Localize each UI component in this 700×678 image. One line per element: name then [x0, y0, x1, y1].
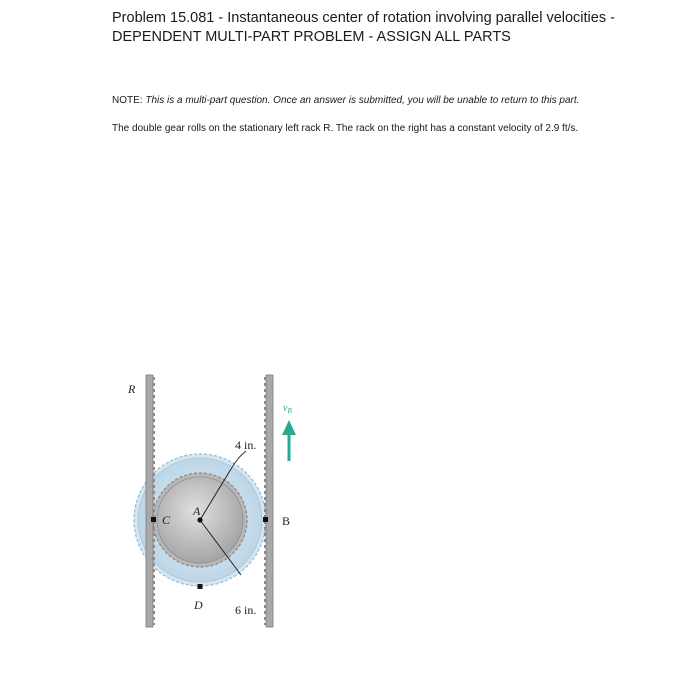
left-rack — [146, 375, 154, 627]
gear-diagram — [118, 365, 308, 635]
problem-title — [112, 9, 672, 47]
multi-part-note — [112, 94, 667, 107]
label-velocity-v: v — [283, 403, 288, 414]
label-point-d: D — [194, 598, 203, 612]
double-gear-figure — [118, 365, 308, 635]
label-outer-radius: 6 in. — [235, 603, 257, 617]
point-c — [151, 517, 156, 522]
problem-title-line-1: Problem 15.081 - Instantaneous center of rotation involving parallel velocities - — [112, 10, 615, 26]
label-rack-r: R — [128, 382, 136, 396]
problem-statement: The double gear rolls on the stationary left rack R. The rack on the right has a constant velocity of 2.9 ft/s. — [112, 123, 579, 134]
label-inner-radius: 4 in. — [235, 438, 257, 452]
point-b — [263, 517, 268, 522]
label-point-c: C — [162, 513, 171, 527]
note-label: NOTE: — [112, 95, 143, 106]
note-text: This is a multi-part question. Once an answer is submitted, you will be unable to return to this part. — [145, 95, 580, 106]
point-d — [198, 584, 203, 589]
label-velocity-vb — [283, 403, 292, 415]
point-a — [197, 517, 202, 522]
label-velocity-sub: B — [287, 407, 292, 415]
velocity-arrow-icon — [282, 420, 296, 461]
problem-title-line-2: DEPENDENT MULTI-PART PROBLEM - ASSIGN ALL PARTS — [112, 29, 511, 45]
label-point-b: B — [282, 514, 291, 528]
label-point-a: A — [193, 504, 201, 518]
right-rack — [265, 375, 273, 627]
